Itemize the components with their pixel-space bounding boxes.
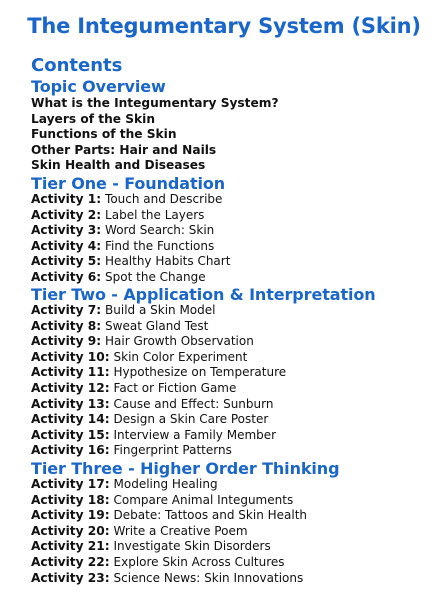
activity-label: Activity 5: bbox=[31, 254, 102, 269]
activity-label: Activity 3: bbox=[31, 223, 102, 238]
tier-two-list bbox=[31, 303, 286, 459]
activity-label: Activity 23: bbox=[31, 570, 110, 585]
activity-label: Activity 11: bbox=[31, 365, 110, 380]
activity-title: Compare Animal Integuments bbox=[113, 492, 294, 507]
activity-title: Healthy Habits Chart bbox=[105, 254, 231, 269]
tier-three-heading: Tier Three - Higher Order Thinking bbox=[31, 459, 340, 478]
activity-label: Activity 22: bbox=[31, 554, 110, 569]
activity-title: Fact or Fiction Game bbox=[113, 380, 237, 395]
topic-item[interactable]: Other Parts: Hair and Nails bbox=[31, 142, 217, 157]
activity-item[interactable] bbox=[31, 350, 286, 366]
activity-item[interactable] bbox=[31, 524, 307, 540]
activity-title: Cause and Effect: Sunburn bbox=[113, 396, 274, 411]
activity-item[interactable] bbox=[31, 443, 286, 459]
activity-label: Activity 12: bbox=[31, 380, 110, 395]
activity-item[interactable] bbox=[31, 365, 286, 381]
topic-overview-list bbox=[31, 96, 279, 174]
activity-label: Activity 7: bbox=[31, 303, 102, 317]
activity-item[interactable] bbox=[31, 192, 230, 208]
activity-title: Investigate Skin Disorders bbox=[113, 539, 271, 554]
activity-title: Debate: Tattoos and Skin Health bbox=[113, 508, 308, 523]
activity-label: Activity 4: bbox=[31, 238, 102, 253]
topic-item[interactable]: What is the Integumentary System? bbox=[31, 96, 279, 110]
activity-item[interactable] bbox=[31, 254, 230, 270]
activity-item[interactable] bbox=[31, 477, 307, 493]
activity-title: Label the Layers bbox=[105, 207, 205, 222]
activity-item[interactable] bbox=[31, 319, 286, 335]
activity-label: Activity 10: bbox=[31, 349, 110, 364]
activity-label: Activity 6: bbox=[31, 269, 102, 284]
activity-label: Activity 16: bbox=[31, 443, 110, 458]
activity-label: Activity 21: bbox=[31, 539, 110, 554]
activity-title: Design a Skin Care Poster bbox=[113, 412, 269, 427]
tier-one-heading: Tier One - Foundation bbox=[31, 174, 226, 193]
document-title: The Integumentary System (Skin) bbox=[27, 14, 421, 38]
activity-item[interactable] bbox=[31, 571, 307, 587]
activity-item[interactable] bbox=[31, 303, 286, 319]
activity-title: Explore Skin Across Cultures bbox=[113, 554, 285, 569]
activity-label: Activity 14: bbox=[31, 412, 110, 427]
activity-title: Hair Growth Observation bbox=[105, 334, 254, 349]
activity-item[interactable] bbox=[31, 270, 230, 286]
tier-one-list bbox=[31, 192, 230, 286]
topic-overview-heading: Topic Overview bbox=[31, 77, 166, 96]
activity-title: Modeling Healing bbox=[113, 477, 218, 491]
activity-label: Activity 9: bbox=[31, 334, 102, 349]
activity-title: Fingerprint Patterns bbox=[113, 443, 232, 458]
activity-title: Sweat Gland Test bbox=[105, 318, 209, 333]
activity-label: Activity 2: bbox=[31, 207, 102, 222]
activity-label: Activity 15: bbox=[31, 427, 110, 442]
activity-label: Activity 18: bbox=[31, 492, 110, 507]
activity-title: Spot the Change bbox=[105, 269, 206, 284]
activity-item[interactable] bbox=[31, 428, 286, 444]
activity-item[interactable] bbox=[31, 239, 230, 255]
activity-item[interactable] bbox=[31, 508, 307, 524]
activity-label: Activity 19: bbox=[31, 508, 110, 523]
activity-label: Activity 17: bbox=[31, 477, 110, 491]
activity-item[interactable] bbox=[31, 412, 286, 428]
contents-heading: Contents bbox=[31, 55, 123, 76]
activity-title: Skin Color Experiment bbox=[113, 349, 248, 364]
activity-title: Write a Creative Poem bbox=[113, 523, 248, 538]
activity-label: Activity 20: bbox=[31, 523, 110, 538]
topic-item[interactable]: Layers of the Skin bbox=[31, 111, 155, 126]
activity-label: Activity 13: bbox=[31, 396, 110, 411]
topic-item[interactable]: Functions of the Skin bbox=[31, 127, 177, 142]
activity-label: Activity 8: bbox=[31, 318, 102, 333]
activity-item[interactable] bbox=[31, 208, 230, 224]
activity-title: Hypothesize on Temperature bbox=[113, 365, 287, 380]
activity-item[interactable] bbox=[31, 397, 286, 413]
activity-title: Find the Functions bbox=[105, 238, 215, 253]
activity-title: Interview a Family Member bbox=[113, 427, 277, 442]
activity-item[interactable] bbox=[31, 493, 307, 509]
activity-title: Word Search: Skin bbox=[105, 223, 215, 238]
activity-item[interactable] bbox=[31, 334, 286, 350]
activity-item[interactable] bbox=[31, 381, 286, 397]
activity-item[interactable] bbox=[31, 555, 307, 571]
topic-item[interactable]: Skin Health and Diseases bbox=[31, 158, 206, 173]
activity-item[interactable] bbox=[31, 539, 307, 555]
activity-title: Touch and Describe bbox=[105, 192, 223, 206]
tier-three-list bbox=[31, 477, 307, 586]
activity-item[interactable] bbox=[31, 223, 230, 239]
activity-title: Science News: Skin Innovations bbox=[113, 570, 304, 585]
activity-title: Build a Skin Model bbox=[105, 303, 216, 317]
activity-label: Activity 1: bbox=[31, 192, 102, 206]
tier-two-heading: Tier Two - Application & Interpretation bbox=[31, 285, 376, 304]
